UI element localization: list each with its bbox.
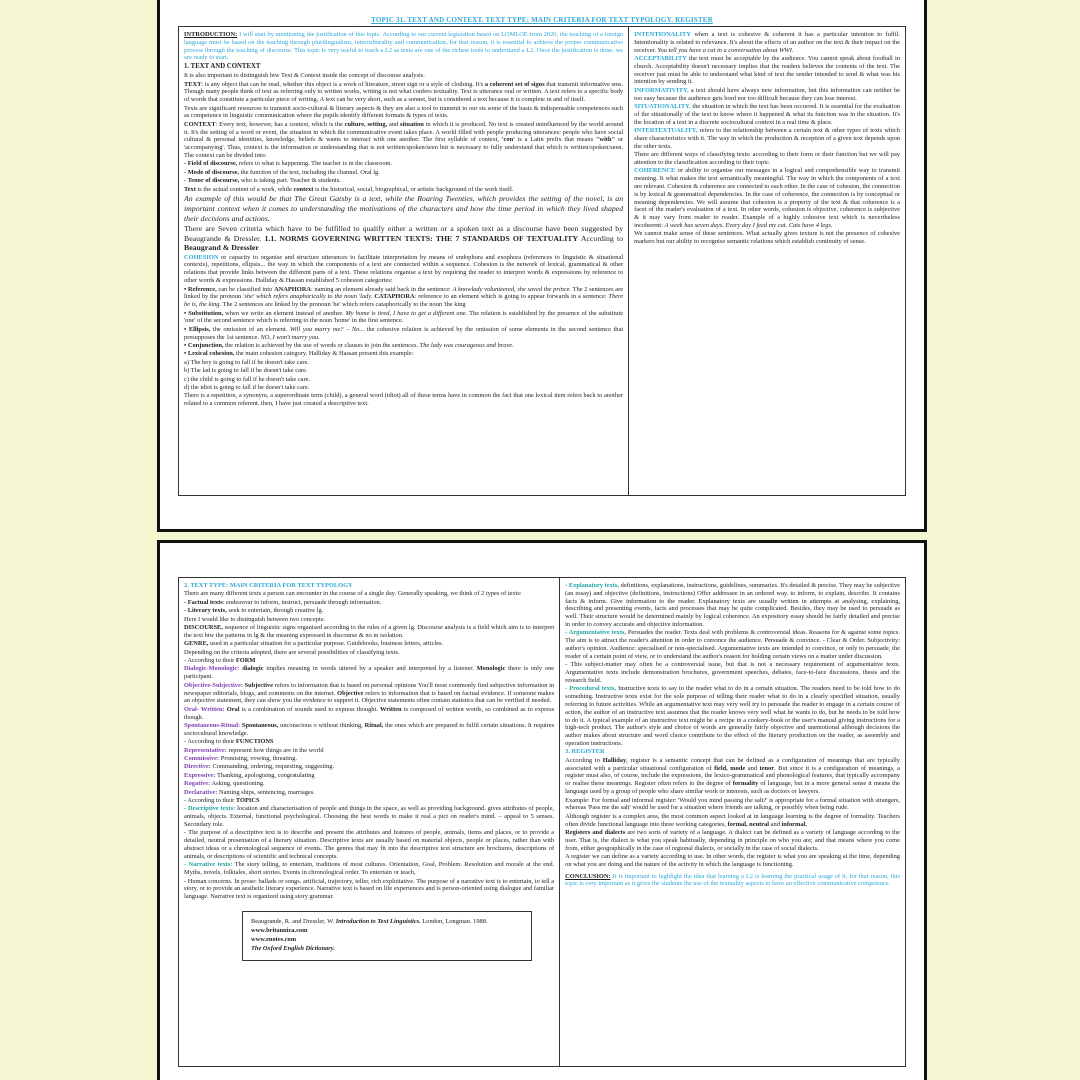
example-line: a) The boy is going to fall if he doesn't take care. — [184, 358, 309, 366]
paragraph: Although register is a complex area, the most common aspect looked at in language learning is the degree of formality. Teachers often divide functional language into three working categories, formal, neutral and informal. — [565, 812, 900, 828]
paragraph: Registers and dialects are two sorts of variety of a language. A dialect can be defined as a variety of language according to the user. That is, the dialect is what you speak habitually, depending in principle on who you are; and that means where you come from, either geographically in the case of regional dialects, or socially in the case of social dialects. — [565, 828, 900, 852]
paragraph: There is a repetition, a synonym, a superordinate term (child), a general word (idiot) all of these terms have in common the fact that one lexical item refers back to another related to a common referent. then, I have just created a descriptive text. — [184, 392, 624, 408]
paragraph: There are many different texts a person can encounter in the course of a single day. Generally speaking, we think of 2 types of texts: — [184, 590, 522, 598]
subheading: - According to their FORM — [184, 657, 256, 665]
coherence: COHERENCE or ability to organise our messages in a logical and comprehensible way to transmit meaning. It what makes the text semantically meaningful. The way in which the components of a text are relevant. Cohesion & coherence are connected to each other. In the case of cohesion, the connection is by lexical & grammatical dependencies. In the case of coherence, the connection is by conceptual or meaning dependencies. We will assume that cohesion is a property of the text & that coherence is a facet of the reader's evaluation of a text. In other words, cohesion is objective, coherence is subjective & it may vary from reader to reader. Example of a highly cohesive text which is nevertheless incoherent: A week has seven days. Every day I feed my cat. Cats have 4 legs. — [634, 167, 900, 230]
two-column-sheet — [178, 26, 906, 496]
section-heading: 3. REGISTER — [565, 748, 605, 756]
example-paragraph: An example of this would be that The Great Gatsby is a text, while the Roaring Twenties, which provides the setting of the novel, is an important context when it comes to understanding the motivations of the characters and how the time period in which they lived shaped their decisions and actions. — [184, 194, 624, 223]
list-item: Spontaneous-Ritual: Spontaneous, unconscious o without thinking, Ritual, the ones which are prepared to fulfil certain situations. It requires sociocultural knowledge. — [184, 721, 555, 737]
example-line: d) the idiot is going to fall if he doesn't take care. — [184, 384, 310, 391]
paragraph: - Human concerns. In prose: ballads or songs. artificial, trajectory, teller, rich exploitative. The purpose of a narrative text is to entertain, to tell a story, or to provide an aesthetic literary experience. Narrative text is based on life experiences and is person-oriented using dialogue and familiar language. Narrative text is organized using story grammar. — [184, 877, 555, 901]
acceptability: ACCEPTABILITY the text must be acceptable by the audience. You cannot speak about football in church. Acceptability doesn't necessary implies that the readers believes the contents of the text. The receiver just must be able to understand what kind of text the sender intended to send & what was his intention by sending it. — [634, 55, 900, 86]
example-line: b) The lad is going to fall if he doesn't take care. — [184, 367, 308, 375]
reference: The Oxford English Dictionary. — [251, 944, 335, 952]
list-item: Oral- Written: Oral is a combination of sounds used to express thought. Written is composed of written words, so combined as to express though. — [184, 705, 555, 721]
right-column — [629, 27, 905, 495]
list-item: Declarative: Naming ships, sentencing, marriages. — [184, 788, 315, 796]
list-item: Objective-Subjective: Subjective refers to information that is based on personal opinions You'll most commonly find subjective information in newspaper editorials, blogs, and comments on the internet. Objective refers to information that is based on factual evidence. If someone makes an objective statement, they can show you the evidence to support it. Objective statements often contain statistics that can be verified if needed. — [184, 681, 555, 705]
situationality: SITUATIONALITY, the situation in which the text has been occurred. It is essential for the evaluation of the situationally of the text to know where it happened & what its function was in the situation. It's the location of a text in a discrete sociocultural context in a real time & place. — [634, 103, 900, 126]
paragraph: Text is the actual content of a work, while context is the historical, social, biographical, or artistic background of the work itself. — [184, 185, 514, 193]
example-line: c) the child is going to fall if he doesn't take care. — [184, 375, 311, 383]
left-column — [179, 27, 629, 495]
section-heading: 1. TEXT AND CONTEXT — [184, 63, 261, 71]
page-title: TOPIC 31. TEXT AND CONTEXT. TEXT TYPE: MAIN CRITERIA FOR TEXT TYPOLOGY. REGISTER — [371, 16, 713, 24]
reference: Beaugrande, R. and Dressler, W. Introduction to Text Linguistics. London, Longman. 1988. — [251, 917, 488, 925]
reference: www.enotes.com — [251, 935, 297, 943]
definition: GENRE, used in a particular situation for a particular purpose. Guidebooks, business letters, articles. — [184, 640, 444, 648]
list-item: - Literary texts, seek to entertain, through creative lg. — [184, 607, 324, 615]
list-item: • Reference, can be classified into ANAPHORA: naming an element already said back in the sentence: A knowlady volunteered, she saved the prince. The 2 sentences are linked by the pronoun 'she' which refers anaphorically to the noun 'lady. CATAPHORA: reference to an element which is going to appear forwards in a sentence: There he is, the king. The 2 sentences are linked by the pronoun 'he' which refers cataphorically to the noun 'the king — [184, 285, 624, 309]
paragraph: Texts are significant resources to transmit socio-cultural & literary aspects & they are also a tool to transmit to our sts some of the basis & indispensable competences such as competence in linguistic communication where the pupils identify different formats & types of texts. — [184, 104, 624, 120]
introduction: INTRODUCTION: I will start by mentioning the justification of this topic. According to our current legislation based on LOMLOE from 2020, the teaching of a foreign language must be based on the teaching through plurilingualism, interculturality and communication, for that reason, it is essential to achieve the proper communicative process through the teaching of discourse. This topic is very useful to teach a L2 as texts are one of the richest tools to understand a L2. Once the justification is done, we are ready to start. — [184, 31, 624, 62]
list-item: - Explanatory texts, definitions, explanations, instructions, guidelines, summaries. It's detailed & precise. They may be subjective (an essay) and objective (definitions, instructions) Offer addressee in an ordered way. to inform, to explain, describe. It contains facts & inform. Give information to the reader. Explanatory texts are usually written in attempts at analysing, explaining, describing and presenting events, facts and processes that may be quite complicated. Besides, they may be used to persuade as well. Their structure would be determined mainly by logical coherence. An expository essay should be fairly detailed and precise in order to convey accurate and objective information. — [565, 582, 900, 629]
list-item: Directive: Commanding, ordering, requesting, suggesting. — [184, 763, 335, 771]
definition: DISCOURSE, sequence of linguistic signs organised according to the rules of a given lg. Discourse analysis is a field which aim is to interpret the text btw the patterns in lg & the meaning expressed in discourse & no in isolation. — [184, 624, 555, 639]
list-item: Expressive: Thanking, apologising, congratulating — [184, 771, 315, 779]
paragraph: Example: For formal and informal register: 'Would you mind passing the salt?' is appropriate for a formal situation with strangers, whereas 'Pass me the salt' would be used for a situation where friends are talking, or possibly when being rude. — [565, 796, 900, 812]
conclusion: CONCLUSION: It is important to highlight the idea that learning a L2 is learning the practical usage of it, for that reason, this topic is very important as it gives the students the use of the textuality aspects to have an effective communicative competence. — [565, 872, 900, 888]
page-one — [157, 0, 927, 532]
cohesion-definition: COHESION or capacity to organise and structure utterances to facilitate interpretation by means of endophora and exophora (references to linguistic & situational contexts), repetitions, ellipsis... the way in which the components of a text are connected within a sequence. Cohesion is the network of lexical, grammatical & other relations that provide links between the different parts of a text. These relations organise a text by requiring the reader to interpret words & expressions by reference to other words & expressions. Halliday & Hassan established 5 cohesion categories: — [184, 253, 624, 285]
paragraph: There are different ways of classifying texts: according to their form or their function but we will pay attention to the classification according to their topic. — [634, 151, 900, 166]
list-item: - Argumentative texts, Persuades the reader. Texts deal with problems & controversial ideas. Reasons for & against some topics. The aim is to attract the reader's attention in order to convince the audience. Persuade & convince. - Clear & Order. Subjectivity: author's opinion. Audience: specialised or non-specialised. Argumentative texts are intended to convince, or only to persuade, the reader of a certain point of view, or to understand the author's reason for holding certain views on a matter under discussion. — [565, 629, 900, 660]
paragraph: We cannot make sense of these sentences. What actually gives texture is not the presence of cohesive markers but our ability to recognise semantic relations which establish continuity of sense. — [634, 230, 900, 246]
paragraph: It is also important to distinguish btw Text & Context inside the concept of discourse analysis. — [184, 72, 425, 80]
references-box — [242, 911, 532, 961]
intentionality: INTENTIONALITY when a text is cohesive & coherent it has a particular intention to fulfil. Intentionality is related to relevance. It's about the effects of an author on the text & their impact on the receiver. You tell you have a cat in a conversation about WWI. — [634, 31, 900, 54]
text-definition: TEXT: is any object that can be read, whether this object is a work of literature, street sign or a style of clothing. It's a coherent set of signs that transmit informative sms. Though many people think of text as referring only to written works, writing is not what confers textuality. Text is utterance oral or written. A text refers to a specific body of words that constitute a particular piece of writing. A text can be very short, such as a sonnet, but is considered a text because it is complete in and of itself. — [184, 80, 624, 104]
informativity: INFORMATIVITY, a text should have always new information, but this information can neither be too easy because the audience gets bord nor too difficult because they can lose interest. — [634, 86, 900, 102]
paragraph: - The purpose of a descriptive text is to describe and present the attributes and features of people, animals, items and places, or to provide a detailed, neutral presentation of a literary situation. Descriptive texts are usually based on material objects, people or places, rather than with abstract ideas or a chronological sequence of events. The genres that may fit into the descriptive text structure are brochures, descriptions of animals, or descriptions of scientific and technical concepts. — [184, 829, 555, 860]
paragraph: There are Seven criteria which have to be fulfilled to qualify either a written or a spoken text as a discourse have been suggested by Beaugrande & Dressler. 1.1. NORMS GOVERNING WRITTEN TEXTS: THE 7 STANDARDS OF TEXTUALITY According to Beaugrand & Dressler — [184, 223, 624, 253]
list-item: - Tenor of discourse, who is taking part. Teacher & students. — [184, 177, 341, 185]
list-item: - Mode of discourse, the function of the text, including the channel. Oral lg. — [184, 168, 380, 176]
right-column — [560, 578, 905, 1066]
paragraph: A register we can define as a variety according to use. In other words, the register is what you are speaking at the time, depending on what you are doing and the nature of the activity in which the language is functioning. — [565, 852, 900, 868]
paragraph: Here I would like to distinguish between two concepts: — [184, 615, 325, 623]
reference: www.britannica.com — [251, 926, 308, 934]
list-item: • Ellipsis, the omission of an element. Will you marry me? – No... the cohesive relation is achieved by the omission of some elements in the second sentence that presupposes the 1st sentence. NO, I won't marry you. — [184, 325, 624, 341]
list-item: Dialogic-Monologic: dialogic implies meaning in words uttered by a speaker and interpreted by a listener. Monologic there is only one participant. — [184, 665, 555, 681]
left-column — [179, 578, 560, 1066]
paragraph: - This subject-matter may often be a controversial issue, but that is not a necessary requirement of argumentative texts. Argumentative texts include demonstration brochures, government speeches, debates, face-to-face discussions, thesis and the research field. — [565, 661, 900, 684]
list-item: • Conjunction, the relation is achieved by the use of words or clauses to join the sentences. The lady was courageous and brave. — [184, 341, 514, 349]
list-item: Rogative: Asking, questioning. — [184, 780, 265, 788]
list-item: • Lexical cohesion, the main cohesion category. Halliday & Hassan present this example: — [184, 350, 414, 358]
list-item: Commissive: Promising, vowing, threating. — [184, 754, 297, 762]
paragraph: Depending on the criteria adopted, there are several possibilities of classifying texts. — [184, 648, 400, 656]
list-item: • Substitution, when we write an element instead of another. My home is tired, I have to get a different one. The relation is established by the presence of the substitute 'one' of the second sentence which is referring to the noun 'home' in the first sentence. — [184, 309, 624, 325]
context-definition: CONTEXT: Every text, however, has a context, which is the culture, setting, and situation in which it is produced. No text is created uninfluenced by the world around it. It's the setting of a word or event, the situation in which the communicative event takes place. A world filled with people producing utterances: people who have social cultural & personal identities, knowledge, beliefs & wants to interact with one another. The first syllable of context, 'con' is a Latin prefix that means "with" or 'accompanying'. Thus, context is the information or understanding that is not written/spoken/seen but is necessary to fully understand that which is written/spoken/seen. The context can be divided into: — [184, 120, 624, 160]
list-item: - Factual texts: endeavour to inform, instruct, persuade through information. — [184, 598, 382, 606]
two-column-sheet — [178, 577, 906, 1067]
paragraph: According to Halliday, register is a semantic concept that can be defined as a configuration of meanings that are typically associated with a particular situational configuration of field, mode and tenor. But since it is a configuration of meanings, a register must also, of course, include the expressions, the lexico-grammatical and phonological features, that typically accompany or realise these meanings. Register often refers to the degree of formality of language, but in a more general sense it means the language used by a group of people who share similar work or interests, such as doctors or lawyers. — [565, 756, 901, 796]
subheading: - According to their FUNCTIONS — [184, 738, 274, 746]
subheading: - According to their TOPICS — [184, 797, 260, 804]
section-heading: 2. TEXT TYPE: MAIN CRITERIA FOR TEXT TYPOLOGY — [184, 582, 353, 589]
list-item: Representative: represent how things are in the world — [184, 746, 324, 754]
list-item: - Narrative texts: The story telling, to entertain, traditions of most cultures. Orientation, Goal, Problem. Resolution and morale at the end. Myths, novels, folktales, short stories. Events in chronological order. To entertain or teach, — [184, 861, 555, 877]
list-item: - Procedural texts, Instructive texts to say to the reader what to do in a certain situation. The readers need to be told how to do something. Instructive texts exist for the sole purpose of telling their reader what to do in a clearly specified situation, usually referring to future activities. While an argumentative text may very well try to persuade the reader to engage in a certain course of action, the author of an instructive text assumes that the reader knows very well what he wants to do, but he needs to be told how to do it. A typical example of an instructive text might be a recipe in a cookery-book or the user's manual giving instructions for a high-tech product. The author's style and choice of words are generally fairly objective and unemotional although decisions the author makes about structure and word choice contribute to the effect of the literary production on the reader, as assembly and operation instructions. — [565, 685, 900, 748]
list-item: - Descriptive texts: location and characterisation of people and things in the space, as well as providing background. gives attributes of people, animals, objects. External, functional psychological. Choosing the best words to make it real a pict on reader's mind. – appeal to 5 senses. Secondary role. — [184, 805, 555, 829]
intertextuality: INTERTEXTUALITY, refers to the relationship between a certain text & other types of texts which share characteristics with it. The way in which the production & reception of a given text depends upon the other texts. — [634, 127, 900, 150]
page-two — [157, 540, 927, 1080]
list-item: - Field of discourse, refers to what is happening. The teacher is in the classroom. — [184, 160, 393, 168]
